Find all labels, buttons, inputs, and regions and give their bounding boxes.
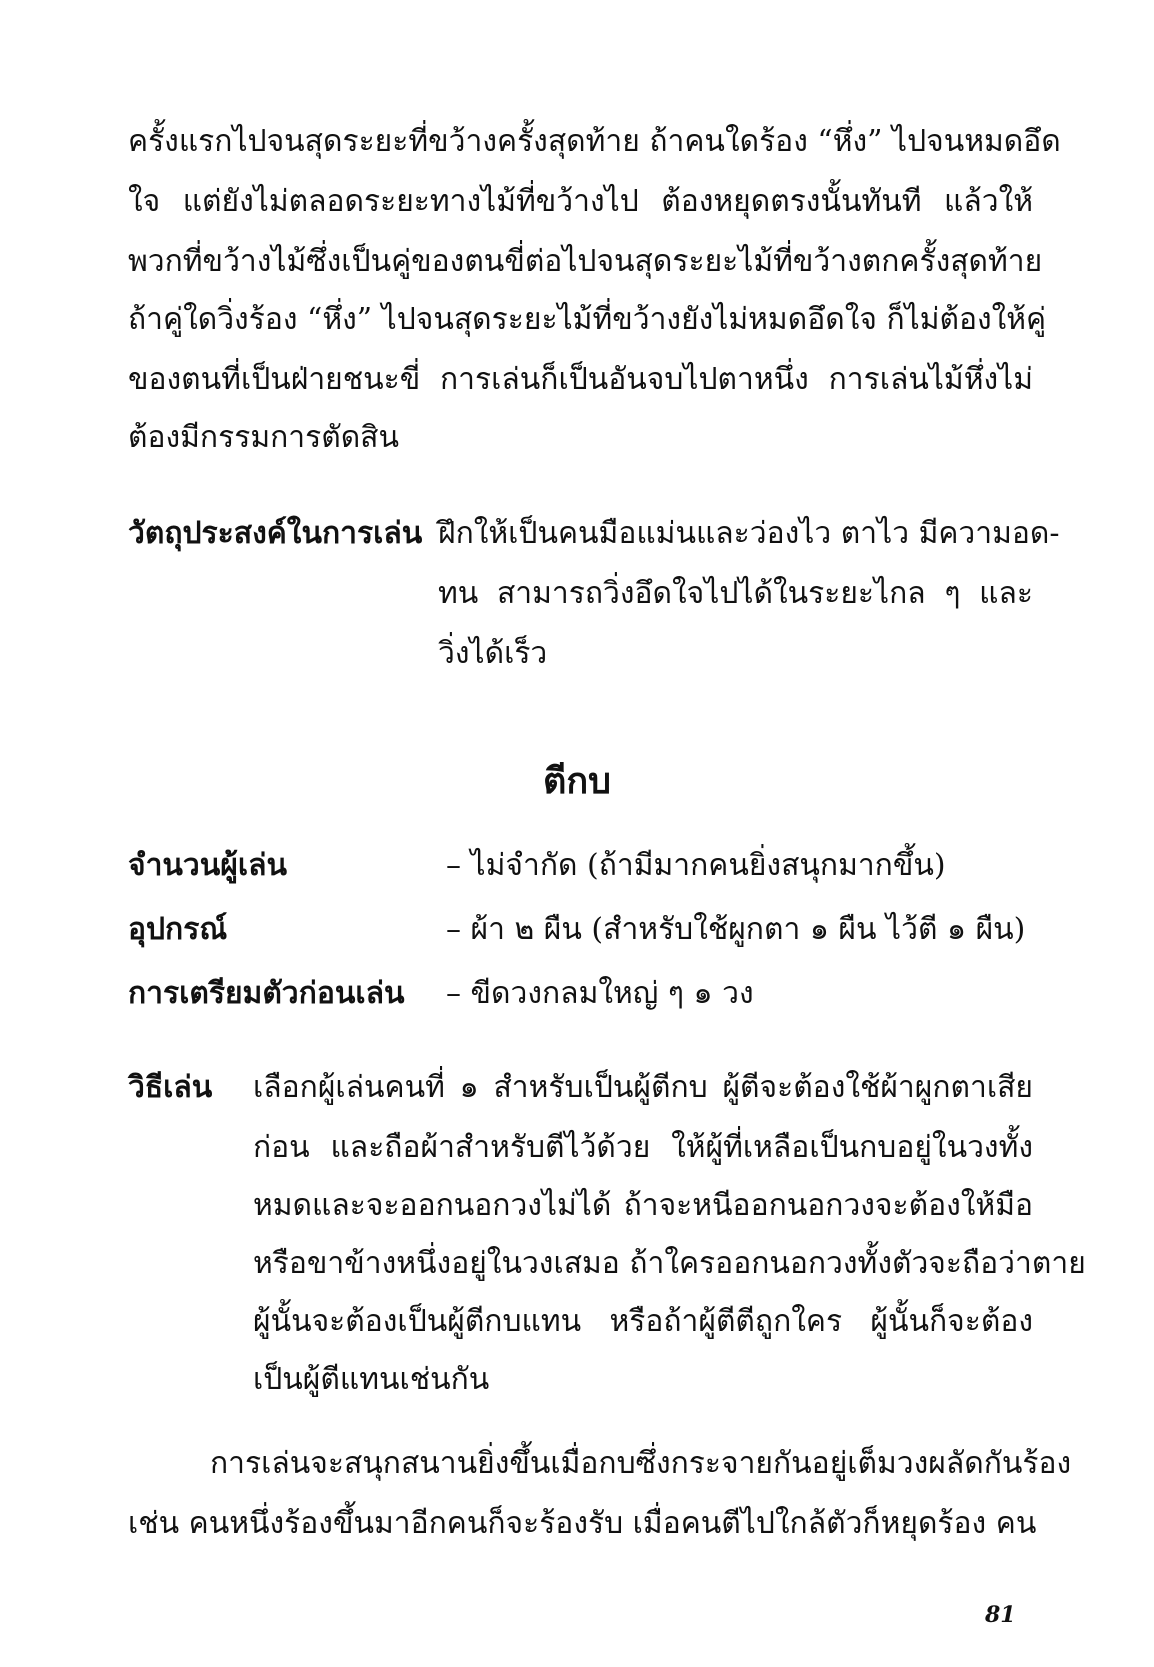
intro-line-6: ต้องมีกรรมการตัดสิน [128, 420, 399, 455]
method-line-2: ก่อน และถือผ้าสำหรับตีไว้ด้วย ให้ผู้ที่เหลือเป็นกบอยู่ในวงทั้ง [253, 1130, 1033, 1165]
closing-line-1: การเล่นจะสนุกสนานยิ่งขึ้นเมื่อกบซึ่งกระจายกันอยู่เต็มวงผลัดกันร้อง [210, 1446, 1072, 1481]
intro-line-1: ครั้งแรกไปจนสุดระยะที่ขว้างครั้งสุดท้าย ถ้าคนใดร้อง “หึ่ง” ไปจนหมดอึด [128, 124, 1061, 159]
closing-line-2: เช่น คนหนึ่งร้องขึ้นมาอีกคนก็จะร้องรับ เมื่อคนตีไปใกล้ตัวก็หยุดร้อง คน [128, 1506, 1037, 1541]
detail-equipment [128, 906, 1033, 954]
detail-players-value: – ไม่จำกัด (ถ้ามีมากคนยิ่งสนุกมากขึ้น) [446, 848, 946, 883]
intro-line-2: ใจ แต่ยังไม่ตลอดระยะทางไม้ที่ขว้างไป ต้องหยุดตรงนั้นทันที แล้วให้ [128, 184, 1033, 219]
detail-preparation-label: การเตรียมตัวก่อนเล่น [128, 976, 405, 1011]
method-label: วิธีเล่น [128, 1070, 213, 1105]
detail-players-label: จำนวนผู้เล่น [128, 848, 288, 883]
objective-label: วัตถุประสงค์ในการเล่น [128, 516, 423, 551]
method-line-5: ผู้นั้นจะต้องเป็นผู้ตีกบแทน หรือถ้าผู้ตีตีถูกใคร ผู้นั้นก็จะต้อง [253, 1304, 1033, 1339]
method-line-4: หรือขาข้างหนึ่งอยู่ในวงเสมอ ถ้าใครออกนอกวงทั้งตัวจะถือว่าตาย [253, 1246, 1086, 1281]
objective-line-3: วิ่งได้เร็ว [438, 636, 548, 671]
detail-players [128, 842, 1033, 890]
intro-line-5: ของตนที่เป็นฝ่ายชนะขี่ การเล่นก็เป็นอันจบไปตาหนึ่ง การเล่นไม้หึ่งไม่ [128, 362, 1033, 397]
page-number: 81 [985, 1602, 1016, 1628]
detail-preparation-value: – ขีดวงกลมใหญ่ ๆ ๑ วง [446, 976, 754, 1011]
objective-line-1: ฝึกให้เป็นคนมือแม่นและว่องไว ตาไว มีความอด- [438, 516, 1060, 551]
method-line-6: เป็นผู้ตีแทนเช่นกัน [253, 1362, 490, 1397]
method-line-1: เลือกผู้เล่นคนที่ ๑ สำหรับเป็นผู้ตีกบ ผู้ตีจะต้องใช้ผ้าผูกตาเสีย [253, 1070, 1033, 1105]
intro-line-3: พวกที่ขว้างไม้ซึ่งเป็นคู่ของตนขี่ต่อไปจนสุดระยะไม้ที่ขว้างตกครั้งสุดท้าย [128, 244, 1043, 279]
intro-line-4: ถ้าคู่ใดวิ่งร้อง “หึ่ง” ไปจนสุดระยะไม้ที่ขว้างยังไม่หมดอึดใจ ก็ไม่ต้องให้คู่ [128, 302, 1047, 337]
detail-equipment-label: อุปกรณ์ [128, 912, 228, 947]
method-line-3: หมดและจะออกนอกวงไม่ได้ ถ้าจะหนีออกนอกวงจะต้องให้มือ [253, 1188, 1033, 1223]
detail-preparation [128, 970, 1033, 1018]
game-title: ตีกบ [542, 760, 612, 802]
objective-line-2: ทน สามารถวิ่งอึดใจไปได้ในระยะไกล ๆ และ [438, 576, 1033, 611]
detail-equipment-value: – ผ้า ๒ ผืน (สำหรับใช้ผูกตา ๑ ผืน ไว้ตี ๑ ผืน) [446, 912, 1026, 947]
